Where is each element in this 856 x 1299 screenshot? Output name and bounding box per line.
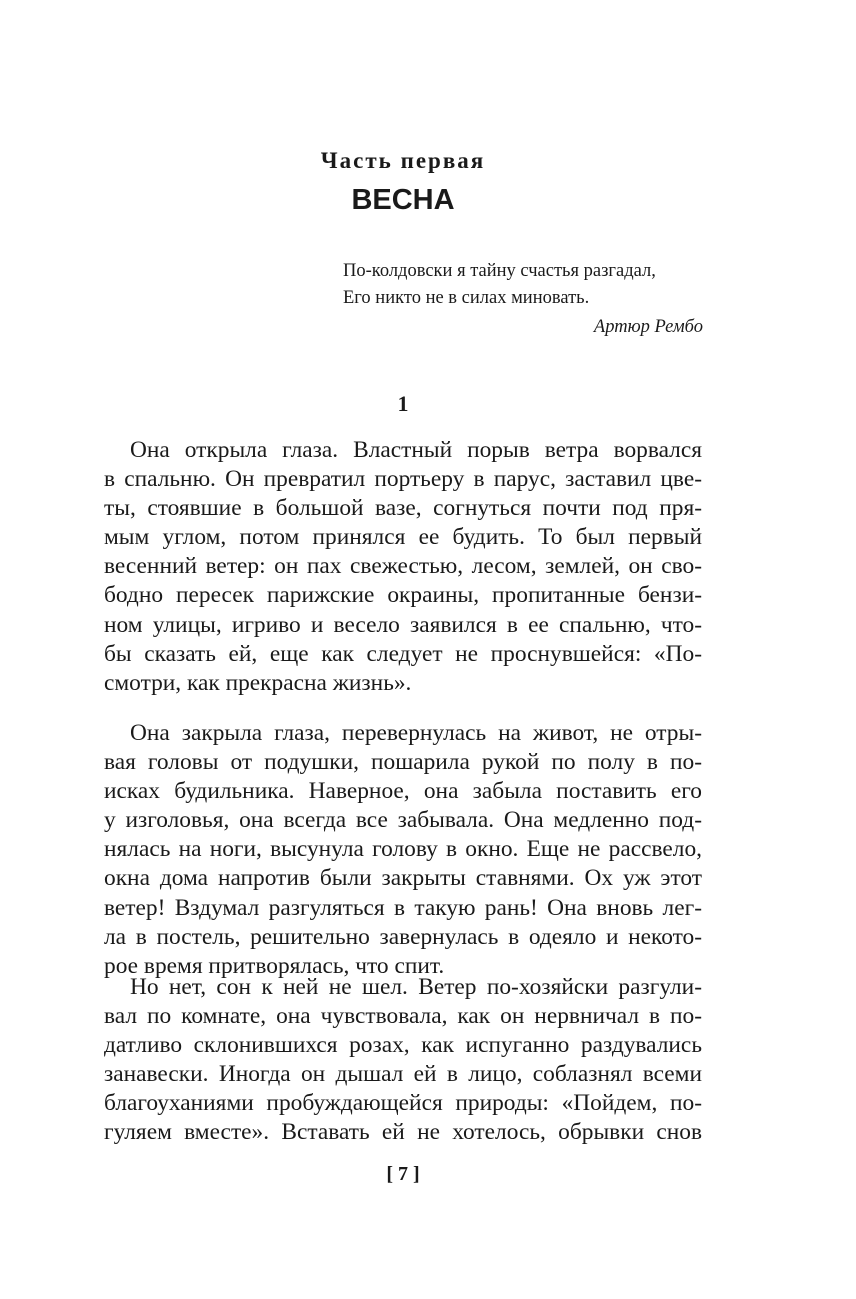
- part-title: ВЕСНА: [351, 184, 455, 216]
- paragraph: [104, 719, 702, 981]
- paragraph: [104, 973, 702, 1148]
- text-line: ла в постель, решительно завернулась в одеяло и некото-: [104, 923, 702, 950]
- epigraph: [343, 258, 703, 341]
- text-line: исках будильника. Наверное, она забыла поставить его: [104, 778, 702, 805]
- text-line: занавески. Иногда он дышал ей в лицо, соблазнял всеми: [104, 1061, 702, 1088]
- text-line: рое время притворялась, что спит.: [104, 952, 445, 979]
- paragraph: [104, 436, 702, 698]
- text-line: смотри, как прекрасна жизнь».: [104, 669, 412, 696]
- text-line: ном улицы, игриво и весело заявился в ее спальню, что-: [104, 611, 702, 638]
- text-line: ты, стоявшие в большой вазе, согнуться почти под пря-: [104, 495, 702, 522]
- text-line: бодно пересек парижские окраины, пропитанные бензи-: [104, 582, 702, 609]
- text-line: окна дома напротив были закрыты ставнями. Ох уж этот: [104, 865, 702, 892]
- text-line: благоуханиями пробуждающейся природы: «Пойдем, по-: [104, 1090, 702, 1117]
- epigraph-line: Его никто не в силах миновать.: [343, 288, 590, 308]
- text-line: бы сказать ей, еще как следует не проснувшейся: «По-: [104, 640, 702, 667]
- text-line: Она открыла глаза. Властный порыв ветра ворвался: [130, 437, 702, 463]
- text-line: весенний ветер: он пах свежестью, лесом, землей, он сво-: [104, 553, 702, 580]
- text-line: вая головы от подушки, пошарила рукой по полу в по-: [104, 749, 702, 776]
- text-line: датливо склонившихся розах, как испуганно раздувались: [104, 1032, 702, 1059]
- text-line: в спальню. Он превратил портьеру в парус, заставил цве-: [104, 466, 702, 493]
- text-line: Она закрыла глаза, перевернулась на живот, не отры-: [130, 720, 702, 746]
- text-line: ветер! Вздумал разгуляться в такую рань! Она вновь лег-: [104, 894, 702, 921]
- text-line: Но нет, сон к ней не шел. Ветер по-хозяйски разгули-: [130, 974, 702, 1000]
- text-line: гуляем вместе». Вставать ей не хотелось, обрывки снов: [104, 1119, 702, 1146]
- text-line: нялась на ноги, высунула голову в окно. Еще не рассвело,: [104, 836, 702, 863]
- part-label: Часть первая: [320, 148, 486, 173]
- epigraph-author: Артюр Рембо: [593, 317, 703, 337]
- epigraph-line: По-колдовски я тайну счастья разгадал,: [343, 261, 656, 281]
- text-line: мым углом, потом принялся ее будить. То был первый: [104, 524, 702, 551]
- chapter-number: 1: [397, 391, 409, 416]
- page-number: [ 7 ]: [386, 1163, 420, 1185]
- text-line: у изголовья, она всегда все забывала. Она медленно под-: [104, 807, 702, 834]
- text-line: вал по комнате, она чувствовала, как он нервничал в по-: [104, 1003, 702, 1030]
